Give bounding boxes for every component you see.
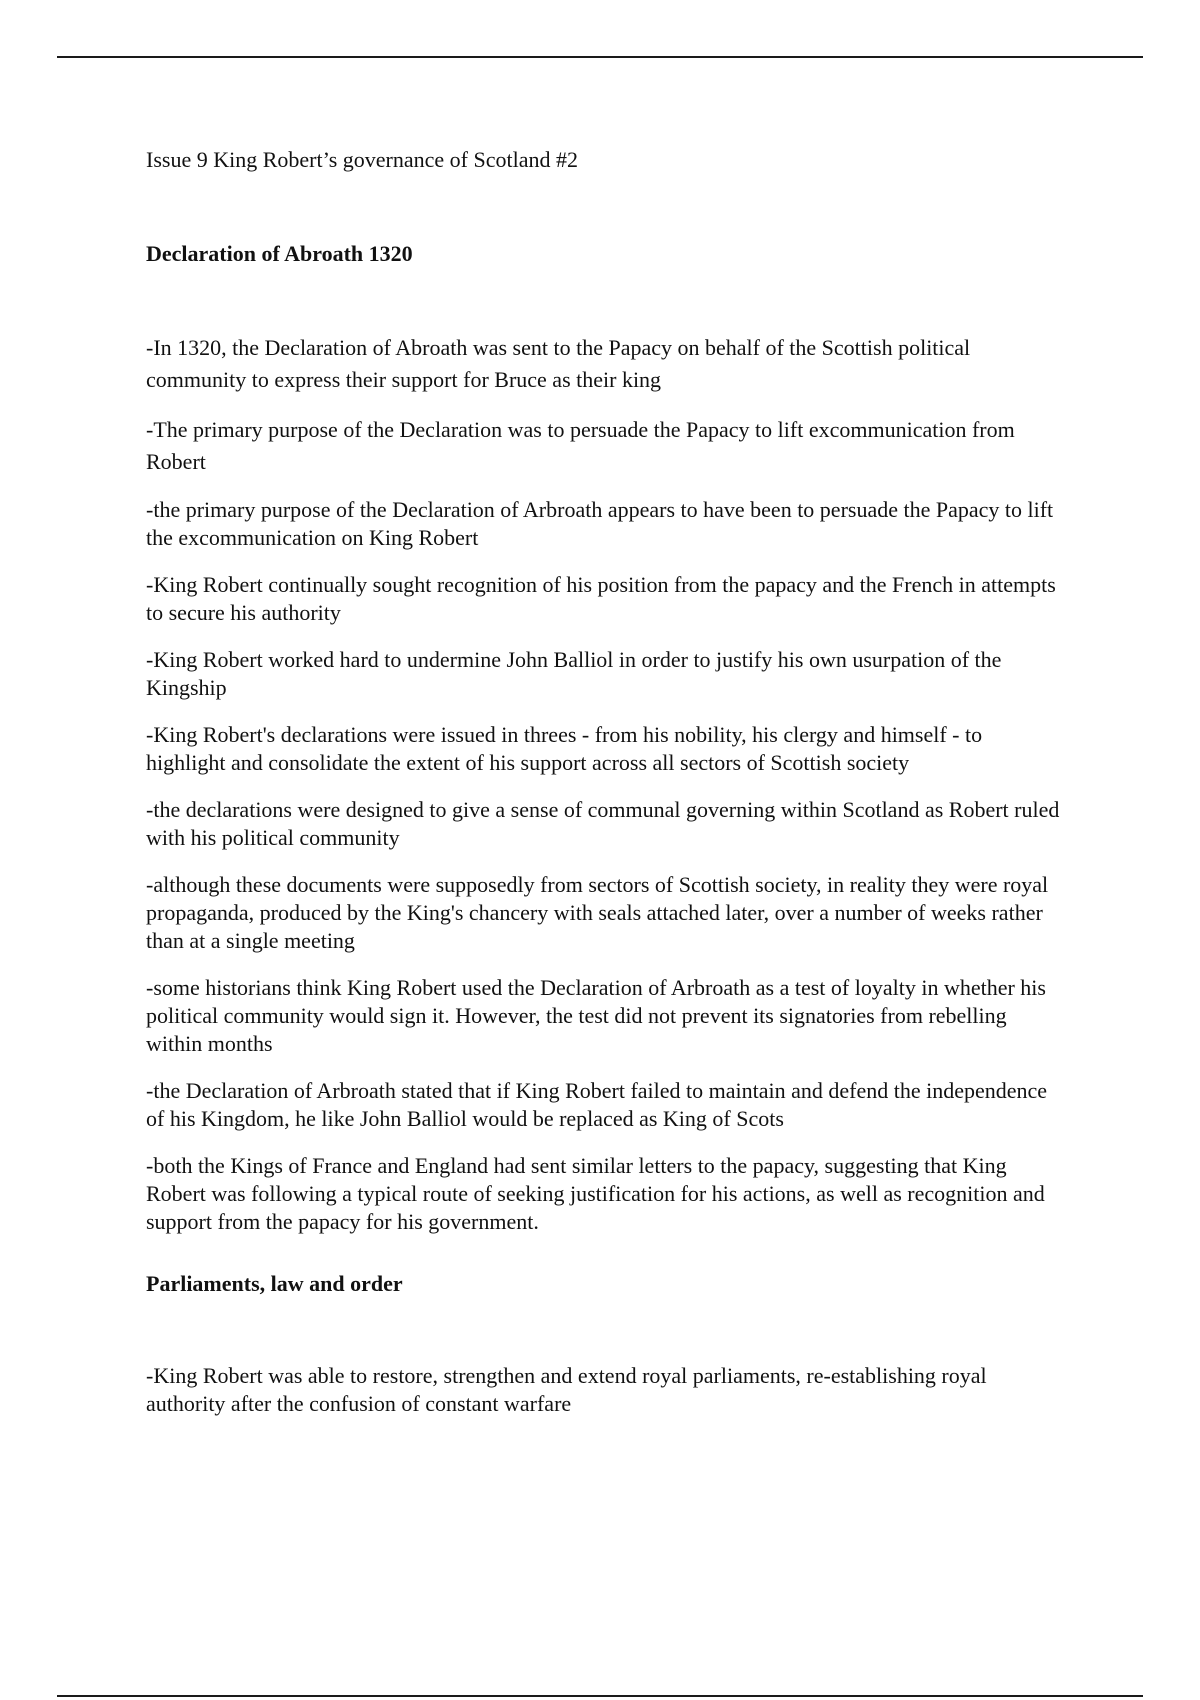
paragraph: -King Robert continually sought recognition of his position from the papacy and the French in attempts to secure his authority [146, 572, 1056, 625]
document-body [146, 146, 1066, 1437]
document-title: Issue 9 King Robert’s governance of Scotland #2 [146, 147, 578, 172]
paragraph: -the Declaration of Arbroath stated that if King Robert failed to maintain and defend the independence of his Kingdom, he like John Balliol would be replaced as King of Scots [146, 1078, 1048, 1131]
section-heading-parliaments: Parliaments, law and order [146, 1271, 403, 1296]
paragraph: -both the Kings of France and England had sent similar letters to the papacy, suggesting that King Robert was following a typical route of seeking justification for his actions, as well as recognition and support from the papacy for his government. [146, 1153, 1045, 1234]
paragraph: -the declarations were designed to give a sense of communal governing within Scotland as Robert ruled with his political community [146, 797, 1060, 850]
paragraph: -the primary purpose of the Declaration of Arbroath appears to have been to persuade the Papacy to lift the excommunication on King Robert [146, 497, 1054, 550]
header-rule [57, 56, 1143, 58]
paragraph: -although these documents were supposedly from sectors of Scottish society, in reality they were royal propaganda, produced by the King's chancery with seals attached later, over a number of weeks rather than at a single meeting [146, 872, 1049, 953]
section-declaration-paragraphs [146, 332, 1066, 1236]
paragraph: -The primary purpose of the Declaration was to persuade the Papacy to lift excommunication from Robert [146, 417, 1015, 474]
section-parliaments-paragraphs [146, 1362, 1066, 1418]
paragraph: -some historians think King Robert used the Declaration of Arbroath as a test of loyalty in whether his political community would sign it. However, the test did not prevent its signatories from rebelling within months [146, 975, 1046, 1056]
paragraph: -In 1320, the Declaration of Abroath was sent to the Papacy on behalf of the Scottish political community to express their support for Bruce as their king [146, 335, 971, 392]
footer-rule [57, 1695, 1143, 1697]
section-heading-declaration: Declaration of Abroath 1320 [146, 241, 413, 266]
paragraph: -King Robert worked hard to undermine John Balliol in order to justify his own usurpation of the Kingship [146, 647, 1002, 700]
paragraph: -King Robert's declarations were issued in threes - from his nobility, his clergy and himself - to highlight and consolidate the extent of his support across all sectors of Scottish society [146, 722, 983, 775]
paragraph: -King Robert was able to restore, strengthen and extend royal parliaments, re-establishing royal authority after the confusion of constant warfare [146, 1363, 987, 1416]
